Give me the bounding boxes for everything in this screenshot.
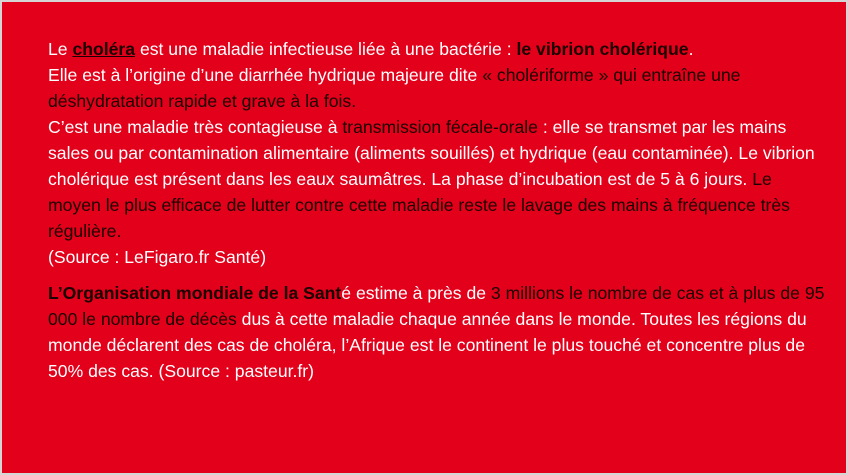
text-segment: Le [48, 39, 73, 59]
paragraph-definition [48, 36, 828, 114]
highlight-prevention: Le moyen le plus efficace de lutter contre cette maladie reste le lavage des mains à fréquence très régulière. [48, 169, 790, 241]
source-figaro: (Source : LeFigaro.fr Santé) [48, 247, 267, 267]
term-cholera: choléra [72, 39, 136, 59]
term-choleriforme: « cholériforme » qui entraîne une déshydratation rapide et grave à la fois. [48, 65, 741, 111]
text-segment: : elle se transmet par les mains sales ou par contamination alimentaire (aliments souillés) et hydrique (eau contaminée). Le vibrion cholérique est présent dans les eaux saumâtres. La phase d’incubation est de 5 à 6 jours. [48, 117, 815, 189]
slide [2, 2, 846, 473]
term-transmission: transmission fécale-orale [342, 117, 538, 137]
term-oms: L’Organisation mondiale de la Sant [48, 283, 342, 303]
text-segment: é estime à près de [341, 283, 491, 303]
text-segment: dus à cette maladie chaque année dans le monde. Toutes les régions du monde déclarent des cas de choléra, l’Afrique est le continent le plus touché et concentre plus de 50% des cas. (Source : pasteur.fr) [48, 309, 807, 381]
text-block [48, 36, 828, 384]
paragraph-statistics [48, 280, 828, 384]
term-vibrion-cholerique: le vibrion cholérique [516, 39, 689, 59]
text-segment: C’est une maladie très contagieuse à [48, 117, 343, 137]
paragraph-transmission [48, 114, 828, 270]
text-segment: . [688, 39, 694, 59]
text-segment: Elle est à l’origine d’une diarrhée hydrique majeure dite [48, 65, 483, 85]
text-segment: est une maladie infectieuse liée à une bactérie : [135, 39, 517, 59]
highlight-statistics: 3 millions le nombre de cas et à plus de 95 000 le nombre de décès [48, 283, 825, 329]
